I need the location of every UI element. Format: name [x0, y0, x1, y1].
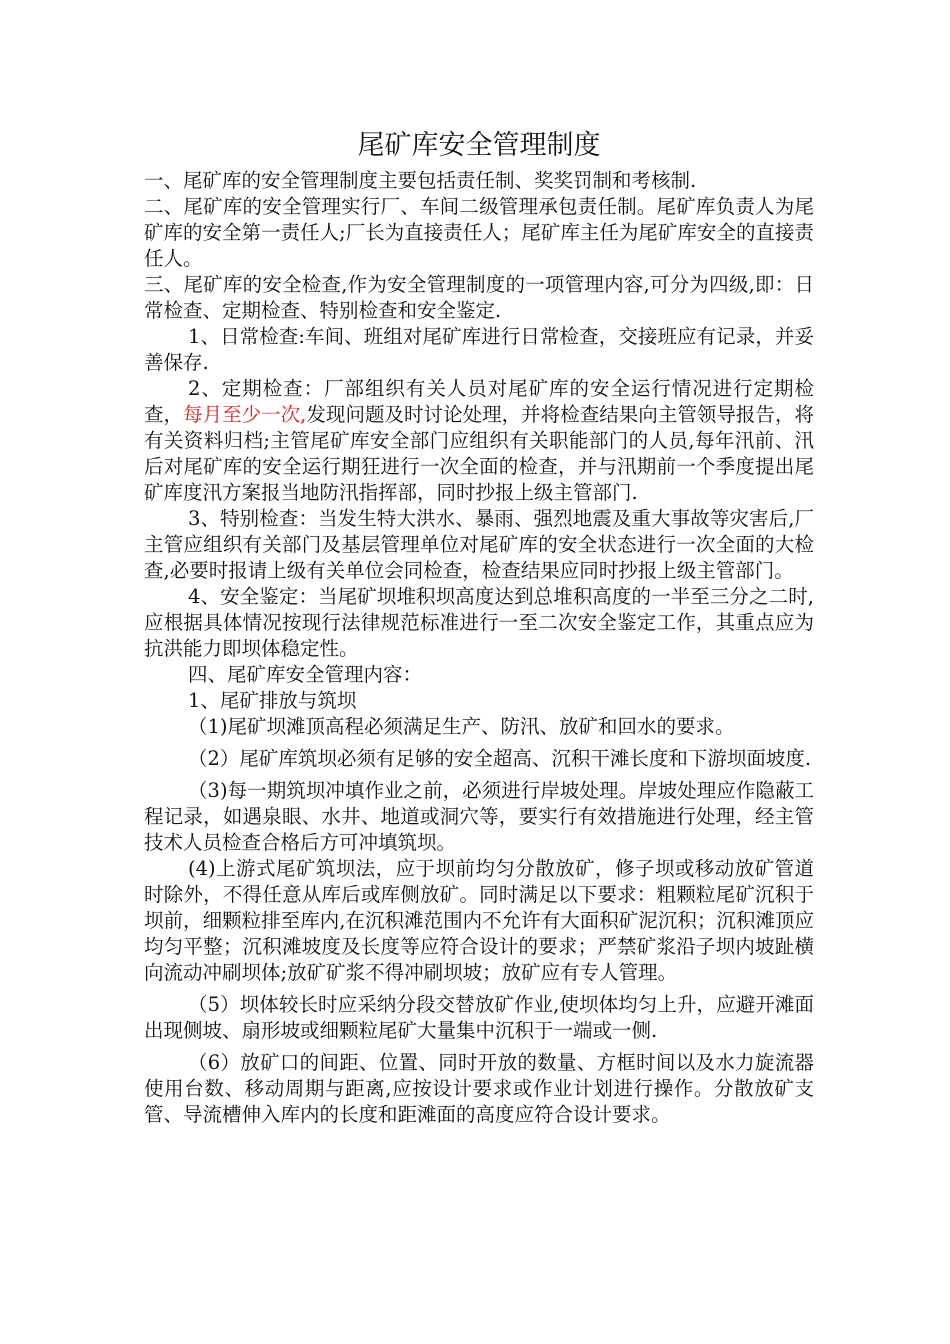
paragraph-2: 二、尾矿库的安全管理实行厂、车间二级管理承包责任制。尾矿库负责人为尾矿库的安全第一责任人;厂长为直接责任人；尾矿库主任为尾矿库安全的直接责任人。	[144, 195, 814, 270]
document-page	[144, 128, 814, 1128]
item-2: （2）尾矿库筑坝必须有足够的安全超高、沉积干滩长度和下游坝面坡度.	[188, 747, 812, 770]
paragraph-special-inspection: 3、特别检查：当发生特大洪水、暴雨、强烈地震及重大事故等灾害后,厂主管应组织有关部门及基层管理单位对尾矿库的安全状态进行一次全面的大检查,必要时报请上级有关单位会同检查，检查结果应同时抄报上级主管部门。	[144, 507, 814, 582]
item-5: （5）坝体较长时应采纳分段交替放矿作业,使坝体均匀上升，应避开滩面出现侧坡、扇形坡或细颗粒尾矿大量集中沉积于一端或一侧.	[144, 993, 814, 1042]
paragraph-periodic-inspection	[144, 376, 814, 506]
section-heading-4: 四、尾矿库安全管理内容：	[188, 663, 423, 686]
paragraph-safety-appraisal: 4、安全鉴定：当尾矿坝堆积坝高度达到总堆积高度的一半至三分之二时,应根据具体情况按现行法律规范标准进行一至二次安全鉴定工作，其重点应为抗洪能力即坝体稳定性。	[144, 585, 814, 660]
periodic-inspection-text-a: 2、定期检查：厂部组织有关人员对尾矿库的安全运行情况进行定期检查，	[144, 377, 814, 426]
subsection-heading-1: 1、尾矿排放与筑坝	[188, 689, 357, 712]
paragraph-1: 一、尾矿库的安全管理制度主要包括责任制、奖奖罚制和考核制.	[144, 169, 697, 192]
item-6: （6）放矿口的间距、位置、同时开放的数量、方框时间以及水力旋流器使用台数、移动周期与距离,应按设计要求或作业计划进行操作。分散放矿支管、导流槽伸入库内的长度和距滩面的高度应符合设计要求。	[144, 1051, 814, 1126]
periodic-inspection-text-b: 发现问题及时讨论处理，并将检查结果向主管领导报告，将有关资料归档;主管尾矿库安全部门应组织有关职能部门的人员,每年汛前、汛后对尾矿库的安全运行期狂进行一次全面的检查，并与汛期前一个季度提出尾矿库度汛方案报当地防汛指挥部，同时抄报上级主管部门.	[144, 403, 814, 504]
item-1: （1)尾矿坝滩顶高程必须满足生产、防汛、放矿和回水的要求。	[188, 715, 735, 738]
paragraph-3: 三、尾矿库的安全检查,作为安全管理制度的一项管理内容,可分为四级,即：日常检查、定期检查、特别检查和安全鉴定.	[144, 273, 814, 322]
paragraph-daily-inspection: 1、日常检查:车间、班组对尾矿库进行日常检查，交接班应有记录，并妥善保存.	[144, 325, 814, 374]
item-4: (4)上游式尾矿筑坝法，应于坝前均匀分散放矿，修子坝或移动放矿管道时除外，不得任意从库后或库侧放矿。同时满足以下要求：粗颗粒尾矿沉积于坝前，细颗粒排至库内,在沉积滩范围内不允许有大面积矿泥沉积；沉积滩顶应均匀平整；沉积滩坡度及长度等应符合设计的要求；严禁矿浆沿子坝内坡趾横向流动冲刷坝体;放矿矿浆不得冲刷坝坡；放矿应有专人管理。	[144, 857, 814, 984]
document-title: 尾矿库安全管理制度	[357, 130, 601, 161]
highlight-monthly: 每月至少一次,	[183, 403, 307, 426]
item-3: （3)每一期筑坝冲填作业之前，必须进行岸坡处理。岸坡处理应作隐蔽工程记录，如遇泉眼、水井、地道或洞穴等，要实行有效措施进行处理，经主管技术人员检查合格后方可冲填筑坝。	[144, 779, 814, 854]
